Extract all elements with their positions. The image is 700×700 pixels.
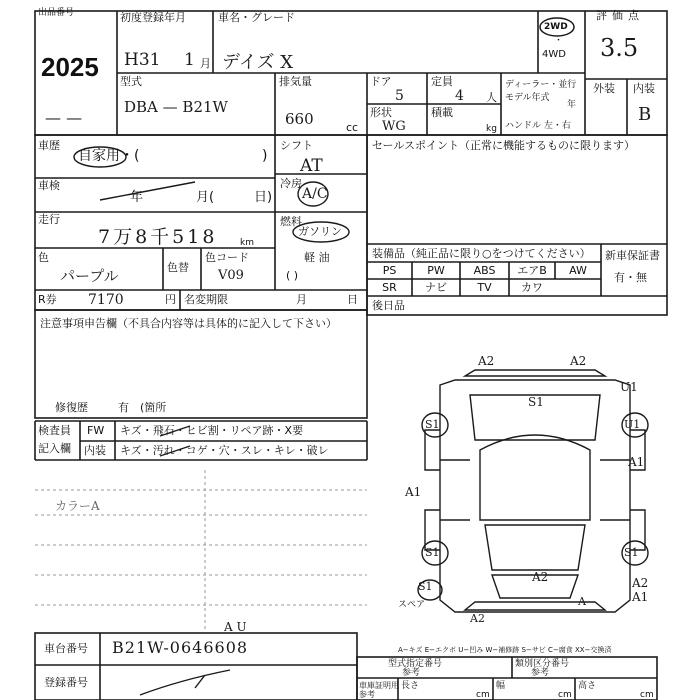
warranty-label: 新車保証書 — [605, 249, 660, 262]
int-check-label: 内装 — [84, 444, 106, 457]
mileage-value: 7万8千518 — [98, 226, 218, 248]
fuel-paren: ( ) — [286, 269, 299, 282]
reg-month: 1 — [184, 50, 195, 70]
damage-mark: A2 — [532, 570, 549, 584]
lot-label: 出品番号 — [38, 8, 75, 18]
damage-mark: U1 — [624, 418, 641, 431]
score-label: 評価点 — [596, 9, 644, 22]
type-no-ref: 参考 — [402, 668, 421, 678]
damage-mark: A2 — [570, 354, 587, 368]
reg-label: 初度登録年月 — [120, 11, 186, 24]
history-close: ) — [262, 148, 268, 164]
load-label: 積載 — [431, 106, 453, 119]
int-value: B — [638, 104, 652, 125]
insp-month: 月( — [196, 190, 215, 205]
garage-cert-label: 車庫証明用参考 — [359, 681, 399, 699]
inspection-label: 車検 — [38, 179, 60, 192]
repair-place-text: 箇所 — [144, 401, 167, 414]
history-value: 自家用・( — [78, 148, 140, 164]
disp-label: 排気量 — [279, 75, 312, 88]
name-change-month: 月 — [296, 293, 307, 306]
damage-mark: S1 — [425, 546, 440, 559]
score-value: 3.5 — [600, 34, 639, 62]
insp-day: 日) — [254, 190, 273, 205]
insp-year: 年 — [130, 190, 144, 205]
mileage-unit: km — [240, 238, 254, 248]
equip-ps: PS — [382, 264, 397, 277]
width-label: 幅 — [496, 681, 506, 691]
sales-point-label: セールスポイント（正常に機能するものに限ります） — [372, 139, 636, 152]
fuel-value: ガソリン — [298, 225, 342, 238]
repair-place: (箇所 — [140, 401, 167, 414]
damage-mark: S1 — [425, 418, 440, 431]
fuel-light: 軽 油 — [304, 251, 330, 264]
model-value: DBA — B21W — [124, 98, 228, 116]
type-no-label: 型式指定番号 — [388, 659, 443, 669]
shift-label: シフト — [280, 139, 313, 152]
disp-value: 660 — [285, 110, 314, 128]
damage-mark: A1 — [628, 455, 645, 469]
equip-tv: TV — [477, 281, 492, 294]
repair-label: 修復歴 — [55, 401, 88, 414]
equip-airbag: エアB — [517, 264, 547, 277]
damage-mark: A — [578, 595, 586, 608]
color-code-value: V09 — [218, 268, 244, 283]
model-year-label: モデル年式 — [505, 93, 550, 103]
mileage-label: 走行 — [38, 213, 60, 226]
int-label: 内装 — [633, 82, 655, 95]
equip-pw: PW — [427, 264, 445, 277]
color-label: 色 — [38, 251, 49, 264]
cap-value: 4 — [455, 88, 464, 104]
height-label: 高さ — [578, 681, 597, 691]
ext-label: 外装 — [593, 82, 615, 95]
damage-mark: A1 — [405, 485, 422, 499]
lot-number: 2025 — [41, 52, 99, 82]
cap-unit: 人 — [486, 91, 497, 104]
name-change-day: 日 — [347, 293, 358, 306]
dealer-label: ディーラー・並行 — [505, 80, 577, 90]
r-unit: 円 — [165, 293, 176, 306]
drive-2wd: 2WD — [544, 22, 568, 32]
damage-legend: A−キズ E−エクボ U−凹み W−補修跡 S−サビ C−腐食 XX−交換済 — [398, 646, 612, 654]
length-unit: cm — [476, 690, 490, 700]
reg-month-unit: 月 — [200, 57, 211, 70]
r-value: 7170 — [88, 292, 124, 308]
damage-mark: A2 — [632, 576, 649, 590]
model-year-unit: 年 — [567, 100, 577, 110]
inspector-label-1: 検査員 — [38, 424, 71, 437]
fw-label: FW — [87, 424, 105, 437]
equip-abs: ABS — [473, 264, 496, 277]
car-name: デイズ X — [222, 52, 294, 73]
shape-value: WG — [382, 119, 406, 134]
color-change-label: 色替 — [167, 261, 189, 274]
fw-items: キズ・飛石・ヒビ割・リペア跡・X要 — [120, 424, 304, 437]
color-code-label: 色コード — [205, 251, 249, 264]
bottom-note: A U — [224, 620, 247, 634]
name-change-label: 名変期限 — [184, 293, 228, 306]
chassis-label: 車台番号 — [44, 642, 88, 655]
length-label: 長さ — [401, 681, 420, 691]
ac-label: 冷房 — [280, 177, 302, 190]
shift-value: AT — [300, 156, 323, 176]
repair-value: 有 — [118, 401, 129, 414]
history-label: 車歴 — [38, 139, 60, 152]
class-no-label: 類別区分番号 — [515, 659, 570, 669]
warranty-value: 有・無 — [614, 271, 647, 284]
later-items-label: 後日品 — [372, 299, 405, 312]
lot-sub-mark: — — — [45, 108, 83, 127]
ac-value: A/C — [302, 186, 328, 202]
notes-label: 注意事項申告欄（不具合内容等は具体的に記入して下さい） — [40, 317, 337, 330]
r-label: R券 — [38, 293, 57, 306]
reg-era: H31 — [124, 50, 161, 70]
drive-dot: ・ — [554, 36, 564, 46]
class-no-ref: 参考 — [531, 668, 550, 678]
chassis-value: B21W-0646608 — [112, 638, 249, 657]
width-unit: cm — [558, 690, 572, 700]
height-unit: cm — [640, 690, 654, 700]
fuel-label: 燃料 — [280, 215, 302, 228]
damage-mark: S1 — [624, 546, 639, 559]
damage-mark: A2 — [470, 612, 485, 625]
damage-mark: A2 — [478, 354, 495, 368]
shape-label: 形状 — [370, 106, 392, 119]
handwritten-note: カラーA — [55, 499, 100, 513]
damage-mark: S1 — [528, 395, 544, 409]
damage-mark: S1 — [418, 580, 433, 593]
drive-4wd: 4WD — [542, 49, 566, 60]
door-value: 5 — [395, 88, 404, 104]
disp-unit: cc — [346, 121, 359, 134]
name-label: 車名・グレード — [218, 11, 295, 24]
equip-sr: SR — [382, 281, 397, 294]
damage-mark: U1 — [620, 380, 638, 394]
damage-mark: A1 — [632, 590, 649, 604]
color-value: パープル — [60, 267, 119, 285]
equipment-label: 装備品（純正品に限り○をつけてください） — [372, 247, 591, 260]
int-items: キズ・汚れ・コゲ・穴・スレ・キレ・破レ — [120, 444, 329, 457]
equip-navi: ナビ — [425, 281, 447, 294]
inspector-label-2: 記入欄 — [38, 442, 71, 455]
equip-leather: カワ — [521, 281, 543, 294]
door-label: ドア — [370, 75, 392, 88]
load-unit: kg — [486, 124, 497, 134]
handle-label: ハンドル 左・右 — [505, 121, 571, 131]
equip-aw: AW — [569, 264, 587, 277]
registration-label: 登録番号 — [44, 676, 88, 689]
model-label: 型式 — [120, 75, 142, 88]
cap-label: 定員 — [431, 75, 453, 88]
spare-label: スペア — [398, 600, 426, 610]
